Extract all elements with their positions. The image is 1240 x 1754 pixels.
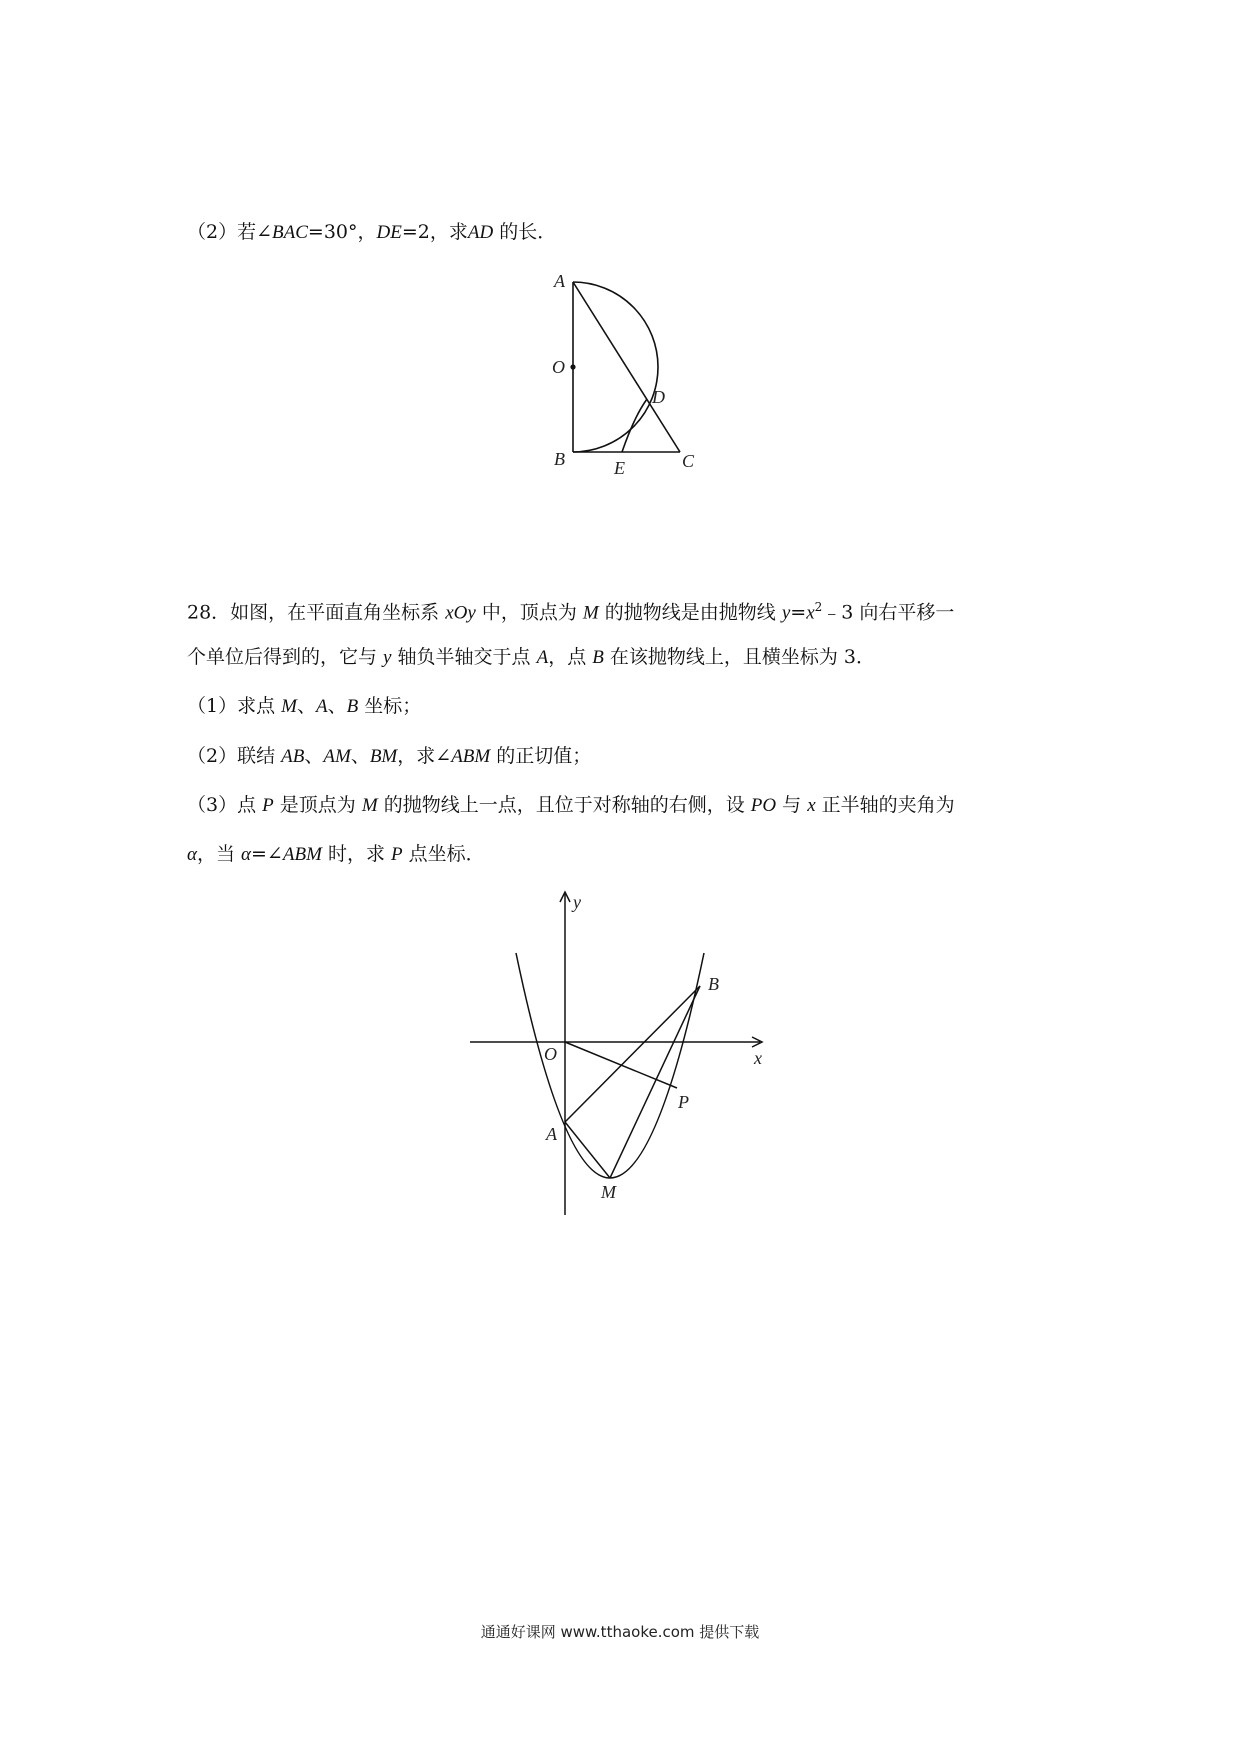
- point-O: [570, 364, 575, 369]
- label-A: A: [554, 271, 565, 291]
- label-D: D: [652, 387, 665, 407]
- q28-line-6: α，当 α=∠ABM 时，求 P 点坐标．: [187, 843, 485, 865]
- label-B: B: [554, 449, 565, 469]
- q28-line-1: 28．如图，在平面直角坐标系 xOy 中，顶点为 M 的抛物线是由抛物线 $y=x^2﹣3$ 向右平移一: [187, 600, 955, 624]
- q28-line-2: 个单位后得到的，它与 y 轴负半轴交于点 A，点 B 在该抛物线上，且横坐标为 3．: [187, 646, 876, 668]
- semicircle-arc: [573, 282, 658, 452]
- figure-semicircle: [540, 265, 710, 480]
- label-O: O: [552, 357, 565, 377]
- label-B: B: [708, 974, 719, 994]
- q27-part2-text: （2）若∠BAC=30°，DE=2，求AD 的长．: [187, 221, 557, 243]
- segment-BM: [610, 986, 700, 1178]
- q28-line-4: （2）联结 AB、AM、BM，求∠ABM 的正切值；: [187, 745, 592, 767]
- parabola-curve: [516, 953, 704, 1178]
- label-C: C: [682, 451, 695, 471]
- segment-AC: [573, 282, 680, 452]
- segment-AM: [565, 1122, 610, 1178]
- label-O: O: [544, 1044, 557, 1064]
- q28-line-5: （3）点 P 是顶点为 M 的抛物线上一点，且位于对称轴的右侧，设 PO 与 x 正半轴的夹角为: [187, 794, 955, 816]
- label-P: P: [678, 1092, 689, 1112]
- segment-OP: [565, 1042, 677, 1088]
- label-A: A: [546, 1124, 557, 1144]
- label-M: M: [601, 1182, 616, 1202]
- figure-parabola: [470, 890, 780, 1220]
- label-y: y: [573, 892, 581, 912]
- label-x: x: [754, 1048, 762, 1068]
- q28-line-3: （1）求点 M、A、B 坐标；: [187, 695, 422, 717]
- label-E: E: [614, 458, 625, 478]
- page-footer: 通通好课网 www.tthaoke.com 提供下载: [480, 1623, 760, 1641]
